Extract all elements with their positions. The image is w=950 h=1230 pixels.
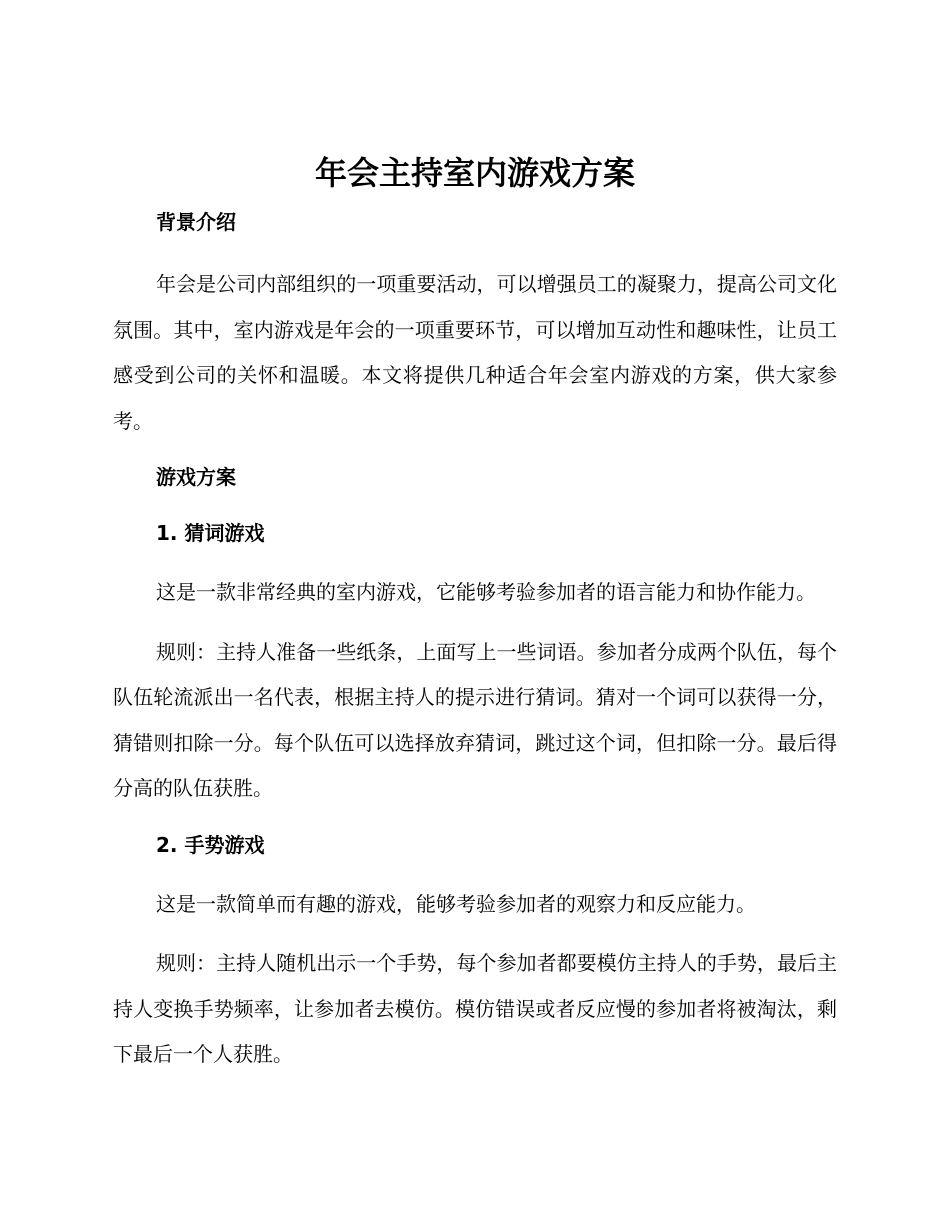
game1-intro-paragraph: 这是一款非常经典的室内游戏，它能够考验参加者的语言能力和协作能力。	[156, 580, 816, 604]
game2-intro-paragraph: 这是一款简单而有趣的游戏，能够考验参加者的观察力和反应能力。	[156, 891, 756, 916]
document-body	[113, 203, 837, 1092]
document-title: 年会主持室内游戏方案	[314, 154, 635, 192]
section-heading-background: 背景介绍	[156, 210, 236, 234]
section-heading-plans: 游戏方案	[156, 465, 236, 489]
game2-heading: 2. 手势游戏	[156, 832, 265, 857]
game1-heading: 1. 猜词游戏	[156, 521, 265, 545]
background-paragraph: 年会是公司内部组织的一项重要活动，可以增强员工的凝聚力，提高公司文化氛围。其中，室内游戏是年会的一项重要环节，可以增加互动性和趣味性，让员工感受到公司的关怀和温暖。本文将提供几种适合年会室内游戏的方案，供大家参考。	[113, 272, 837, 433]
game1-rules-paragraph: 规则：主持人准备一些纸条，上面写上一些词语。参加者分成两个队伍，每个队伍轮流派出一名代表，根据主持人的提示进行猜词。猜对一个词可以获得一分，猜错则扣除一分。每个队伍可以选择放弃猜词，跳过这个词，但扣除一分。最后得分高的队伍获胜。	[113, 639, 837, 800]
game2-rules-paragraph: 规则：主持人随机出示一个手势，每个参加者都要模仿主持人的手势，最后主持人变换手势频率，让参加者去模仿。模仿错误或者反应慢的参加者将被淘汰，剩下最后一个人获胜。	[113, 951, 837, 1066]
